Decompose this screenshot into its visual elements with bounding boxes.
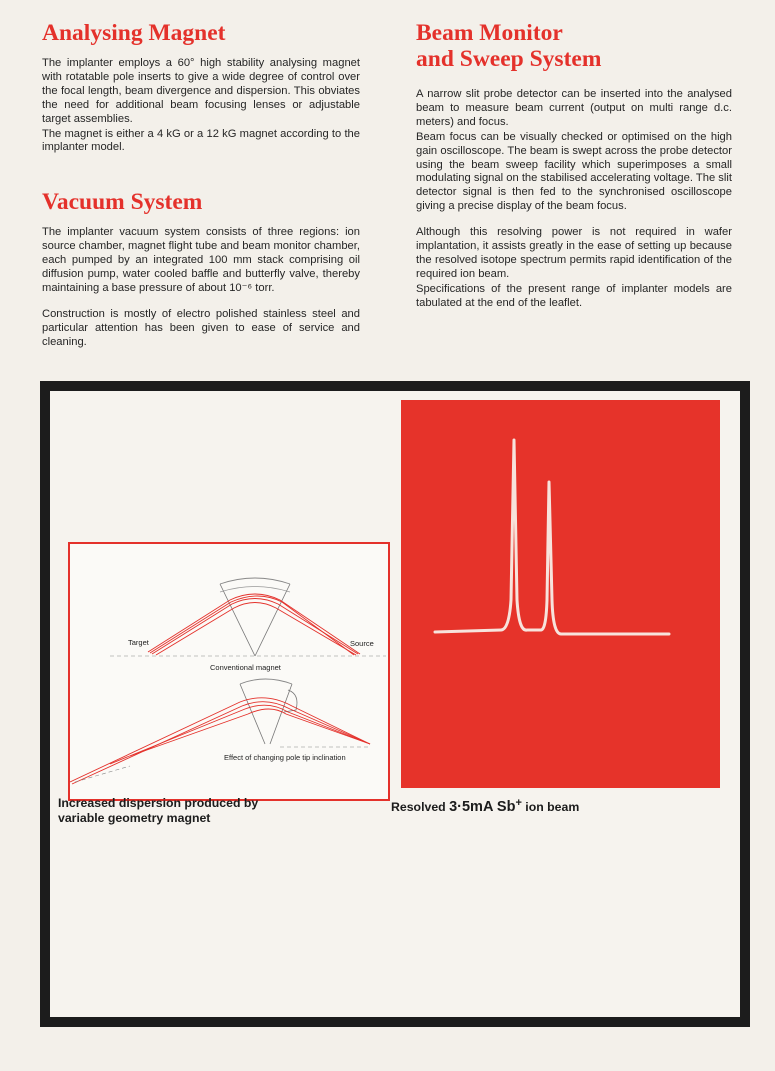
vacuum-system-paragraph-1: The implanter vacuum system consists of three regions: ion source chamber, magnet flight tube and beam monitor chamber, each pumped by an integrated 100 mm stack comprising oil diffusion pump, water cooled baffle and butterfly valve, thereby maintaining a base pressure of about 10⁻⁶ torr. bbox=[42, 226, 360, 294]
label-source: Source bbox=[350, 639, 374, 648]
beam-monitor-paragraph-3: Although this resolving power is not required in wafer implantation, it assists greatly in the ease of setting up because the resolved isotope spectrum permits rapid identification of the required ion beam. bbox=[416, 226, 732, 280]
heading-beam-monitor-line-2: and Sweep System bbox=[416, 46, 602, 72]
heading-beam-monitor bbox=[416, 20, 732, 72]
variable-beam-paths bbox=[70, 698, 370, 784]
left-column bbox=[42, 20, 360, 350]
beam-monitor-paragraph-4: Specifications of the present range of implanter models are tabulated at the end of the leaflet. bbox=[416, 282, 732, 309]
variable-magnet-sector bbox=[240, 679, 297, 744]
figure-frame bbox=[40, 381, 750, 1027]
conventional-magnet-sector bbox=[220, 578, 290, 656]
analysing-magnet-paragraph-2: The magnet is either a 4 kG or a 12 kG magnet according to the implanter model. bbox=[42, 127, 360, 154]
photo-caption-prefix: Resolved bbox=[391, 800, 450, 815]
diagram-caption-line-1: Increased dispersion produced by bbox=[58, 796, 259, 810]
photo-caption-suffix: ion beam bbox=[521, 800, 580, 815]
beam-monitor-paragraph-2: Beam focus can be visually checked or optimised on the high gain oscilloscope. The beam is swept across the probe detector using the beam sweep facility which superimposes a small modulating signal on the stabilised accelerating voltage. The slit detector signal is then fed to the synchronised oscilloscope giving a precise display of the beam focus. bbox=[416, 130, 732, 213]
analysing-magnet-paragraph-1: The implanter employs a 60° high stability analysing magnet with rotatable pole inserts to give a wide degree of control over the focal length, beam divergence and dispersion. This obviates the need for additional beam focusing lenses or adjustable target assemblies. bbox=[42, 57, 360, 125]
diagram-caption bbox=[58, 796, 358, 826]
magnet-diagram bbox=[68, 542, 390, 801]
label-conventional-magnet: Conventional magnet bbox=[210, 663, 281, 672]
conventional-beam-paths bbox=[148, 594, 360, 655]
variable-axis bbox=[75, 766, 130, 782]
photo-caption-value: 3·5mA Sb bbox=[449, 799, 516, 816]
beam-spectrum-trace bbox=[401, 400, 720, 788]
diagram-caption-line-2: variable geometry magnet bbox=[58, 811, 211, 825]
label-target: Target bbox=[128, 638, 149, 647]
beam-monitor-paragraph-1: A narrow slit probe detector can be inserted into the analysed beam to measure beam current (output on multi range d.c. meters) and focus. bbox=[416, 88, 732, 128]
magnet-diagram-drawing bbox=[70, 544, 388, 799]
right-column bbox=[416, 20, 732, 311]
vacuum-system-paragraph-2: Construction is mostly of electro polished stainless steel and particular attention has been given to ease of service and cleaning. bbox=[42, 307, 360, 348]
photo-caption-sup: + bbox=[515, 797, 522, 809]
heading-beam-monitor-line-1: Beam Monitor bbox=[416, 20, 563, 46]
beam-spectrum-photo bbox=[401, 400, 720, 788]
photo-caption bbox=[391, 796, 721, 815]
label-effect-pole-tip: Effect of changing pole tip inclination bbox=[224, 753, 346, 762]
heading-analysing-magnet: Analysing Magnet bbox=[42, 20, 226, 46]
heading-vacuum-system: Vacuum System bbox=[42, 189, 203, 216]
